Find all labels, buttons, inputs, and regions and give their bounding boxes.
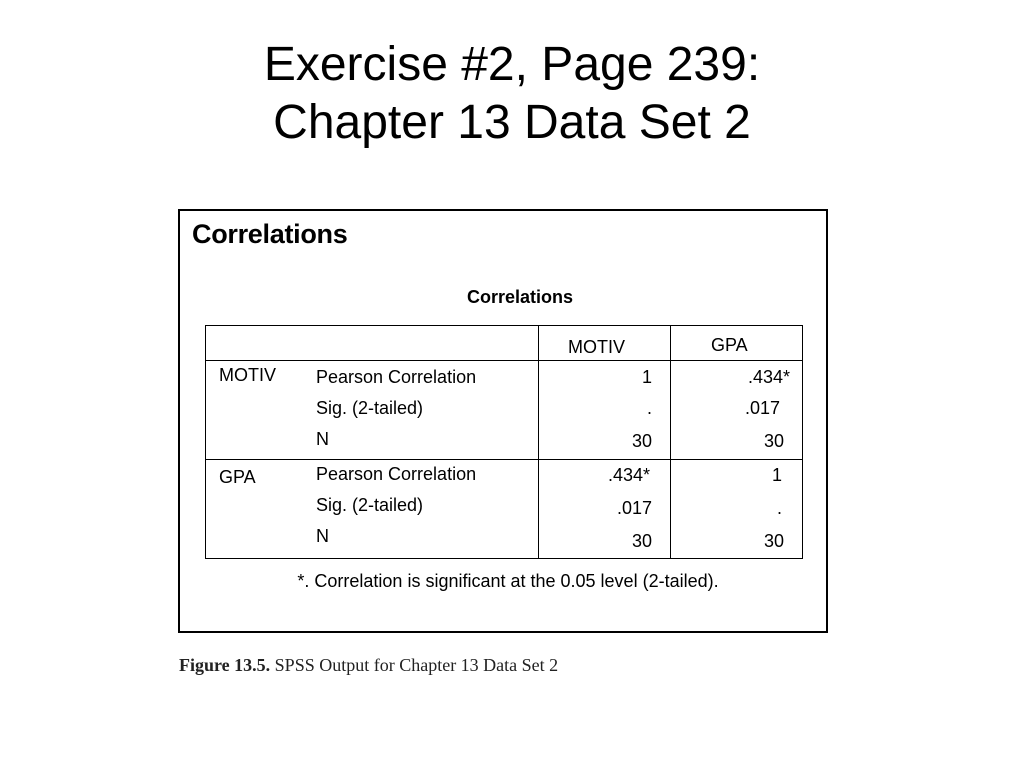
table-cell: 30 — [631, 431, 652, 451]
correlations-table — [205, 325, 803, 559]
row-variable-gpa: GPA — [219, 467, 256, 487]
figure-label: Figure 13.5. — [179, 655, 271, 675]
table-cell: 30 — [763, 531, 784, 551]
output-heading: Correlations — [192, 219, 348, 249]
stat-label: Pearson Correlation — [316, 367, 477, 387]
spss-output-frame — [178, 209, 828, 633]
table-cell: 1 — [641, 367, 652, 387]
stat-label: N — [316, 429, 329, 449]
table-cell: .017 — [616, 498, 652, 518]
table-cell: 30 — [763, 431, 784, 451]
column-header-motiv: MOTIV — [568, 337, 625, 357]
row-divider — [206, 459, 802, 460]
table-cell: .017 — [744, 398, 780, 418]
slide-title-line-1: Exercise #2, Page 239: — [263, 38, 761, 91]
header-divider — [206, 360, 802, 361]
table-cell: . — [646, 398, 652, 418]
stat-label: Sig. (2-tailed) — [316, 495, 424, 515]
table-cell: .434* — [747, 367, 790, 387]
slide-title — [0, 36, 1024, 152]
stat-label: N — [316, 526, 329, 546]
table-cell: . — [776, 498, 782, 518]
table-cell: 30 — [631, 531, 652, 551]
table-caption: Correlations — [466, 287, 574, 307]
stat-label: Sig. (2-tailed) — [316, 398, 424, 418]
stat-label: Pearson Correlation — [316, 464, 477, 484]
slide-title-line-2: Chapter 13 Data Set 2 — [273, 96, 751, 149]
row-variable-motiv: MOTIV — [219, 365, 276, 385]
table-cell: 1 — [771, 465, 782, 485]
figure-caption — [179, 655, 558, 676]
column-header-gpa: GPA — [711, 335, 748, 355]
significance-footnote: *. Correlation is significant at the 0.05 level (2-tailed). — [297, 571, 719, 591]
table-cell: .434* — [607, 465, 650, 485]
figure-caption-text: SPSS Output for Chapter 13 Data Set 2 — [274, 655, 559, 675]
